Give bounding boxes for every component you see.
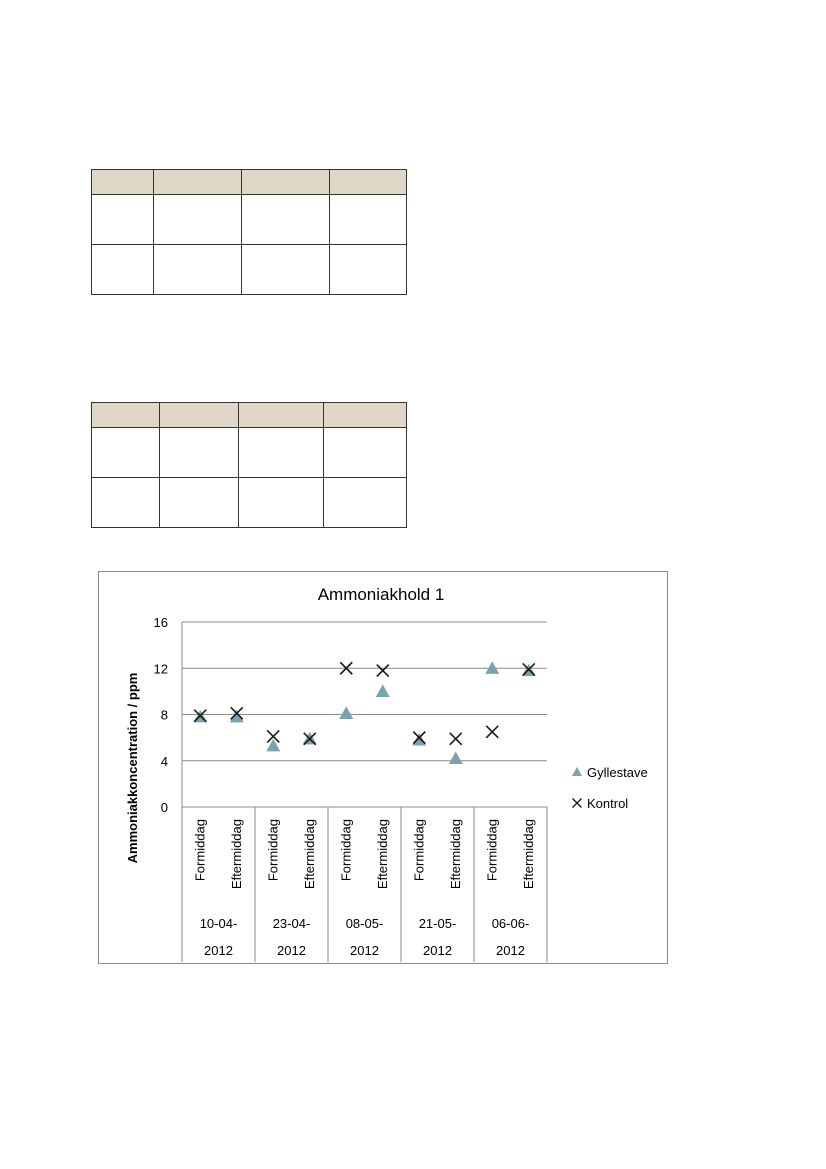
table-cell — [330, 195, 407, 245]
x-group-label: 23-04- — [272, 916, 311, 931]
x-group-label: 2012 — [204, 943, 233, 958]
x-group-label: 2012 — [350, 943, 379, 958]
table-cell — [242, 245, 330, 295]
table-cell — [92, 428, 160, 478]
data-point-kontrol — [377, 665, 389, 677]
table-row — [92, 195, 407, 245]
table-2 — [91, 402, 407, 528]
table-cell — [160, 428, 239, 478]
x-category-label: Eftermiddag — [374, 819, 390, 890]
x-category-label: Formiddag — [484, 819, 500, 882]
ammonia-chart — [99, 572, 669, 965]
table-header-cell — [330, 170, 407, 195]
data-point-gyllestave — [449, 751, 463, 764]
x-category-label: Eftermiddag — [228, 819, 244, 890]
x-category-label: Eftermiddag — [301, 819, 317, 890]
data-point-kontrol — [450, 733, 462, 745]
table-cell — [242, 195, 330, 245]
y-tick-label: 12 — [153, 661, 168, 677]
table-header-cell — [242, 170, 330, 195]
table-cell — [239, 428, 324, 478]
legend-marker-kontrol — [573, 799, 582, 808]
table-row — [92, 478, 407, 528]
table-header-cell — [324, 403, 407, 428]
table-header-row — [92, 403, 407, 428]
table-cell — [154, 245, 242, 295]
legend-label: Kontrol — [587, 796, 629, 811]
x-category-label: Formiddag — [338, 819, 354, 882]
table-header-cell — [92, 170, 154, 195]
y-tick-label: 4 — [160, 753, 168, 769]
legend-label: Gyllestave — [587, 765, 648, 780]
legend-marker-gyllestave — [572, 767, 582, 776]
table-header-cell — [239, 403, 324, 428]
x-group-label: 2012 — [496, 943, 525, 958]
table-cell — [92, 478, 160, 528]
table-cell — [239, 478, 324, 528]
data-point-gyllestave — [230, 710, 244, 723]
y-axis-label: Ammoniakkoncentration / ppm — [125, 672, 140, 864]
y-tick-label: 16 — [153, 615, 168, 630]
chart-area — [98, 571, 668, 964]
x-category-label: Eftermiddag — [520, 819, 536, 890]
x-category-label: Formiddag — [265, 819, 281, 882]
chart-title: Ammoniakhold 1 — [317, 585, 445, 604]
table-cell — [324, 428, 407, 478]
table-cell — [154, 195, 242, 245]
x-group-label: 21-05- — [418, 916, 457, 931]
x-group-label: 2012 — [277, 943, 306, 958]
table-cell — [92, 245, 154, 295]
table-row — [92, 428, 407, 478]
data-point-gyllestave — [485, 661, 499, 674]
table-cell — [324, 478, 407, 528]
x-group-label: 06-06- — [491, 916, 530, 931]
x-group-label: 10-04- — [199, 916, 238, 931]
x-group-label: 08-05- — [345, 916, 384, 931]
x-category-label: Formiddag — [411, 819, 427, 882]
table-header-row — [92, 170, 407, 195]
table-row — [92, 245, 407, 295]
table-cell — [330, 245, 407, 295]
data-point-gyllestave — [339, 706, 353, 719]
table-cell — [92, 195, 154, 245]
x-category-label: Formiddag — [192, 819, 208, 882]
table-header-cell — [160, 403, 239, 428]
x-group-label: 2012 — [423, 943, 452, 958]
table-1 — [91, 169, 407, 295]
y-tick-label: 8 — [160, 707, 168, 723]
table-header-cell — [154, 170, 242, 195]
data-point-kontrol — [486, 726, 498, 738]
y-tick-label: 0 — [160, 800, 168, 815]
x-category-label: Eftermiddag — [447, 819, 463, 890]
data-point-gyllestave — [376, 684, 390, 697]
table-header-cell — [92, 403, 160, 428]
table-cell — [160, 478, 239, 528]
